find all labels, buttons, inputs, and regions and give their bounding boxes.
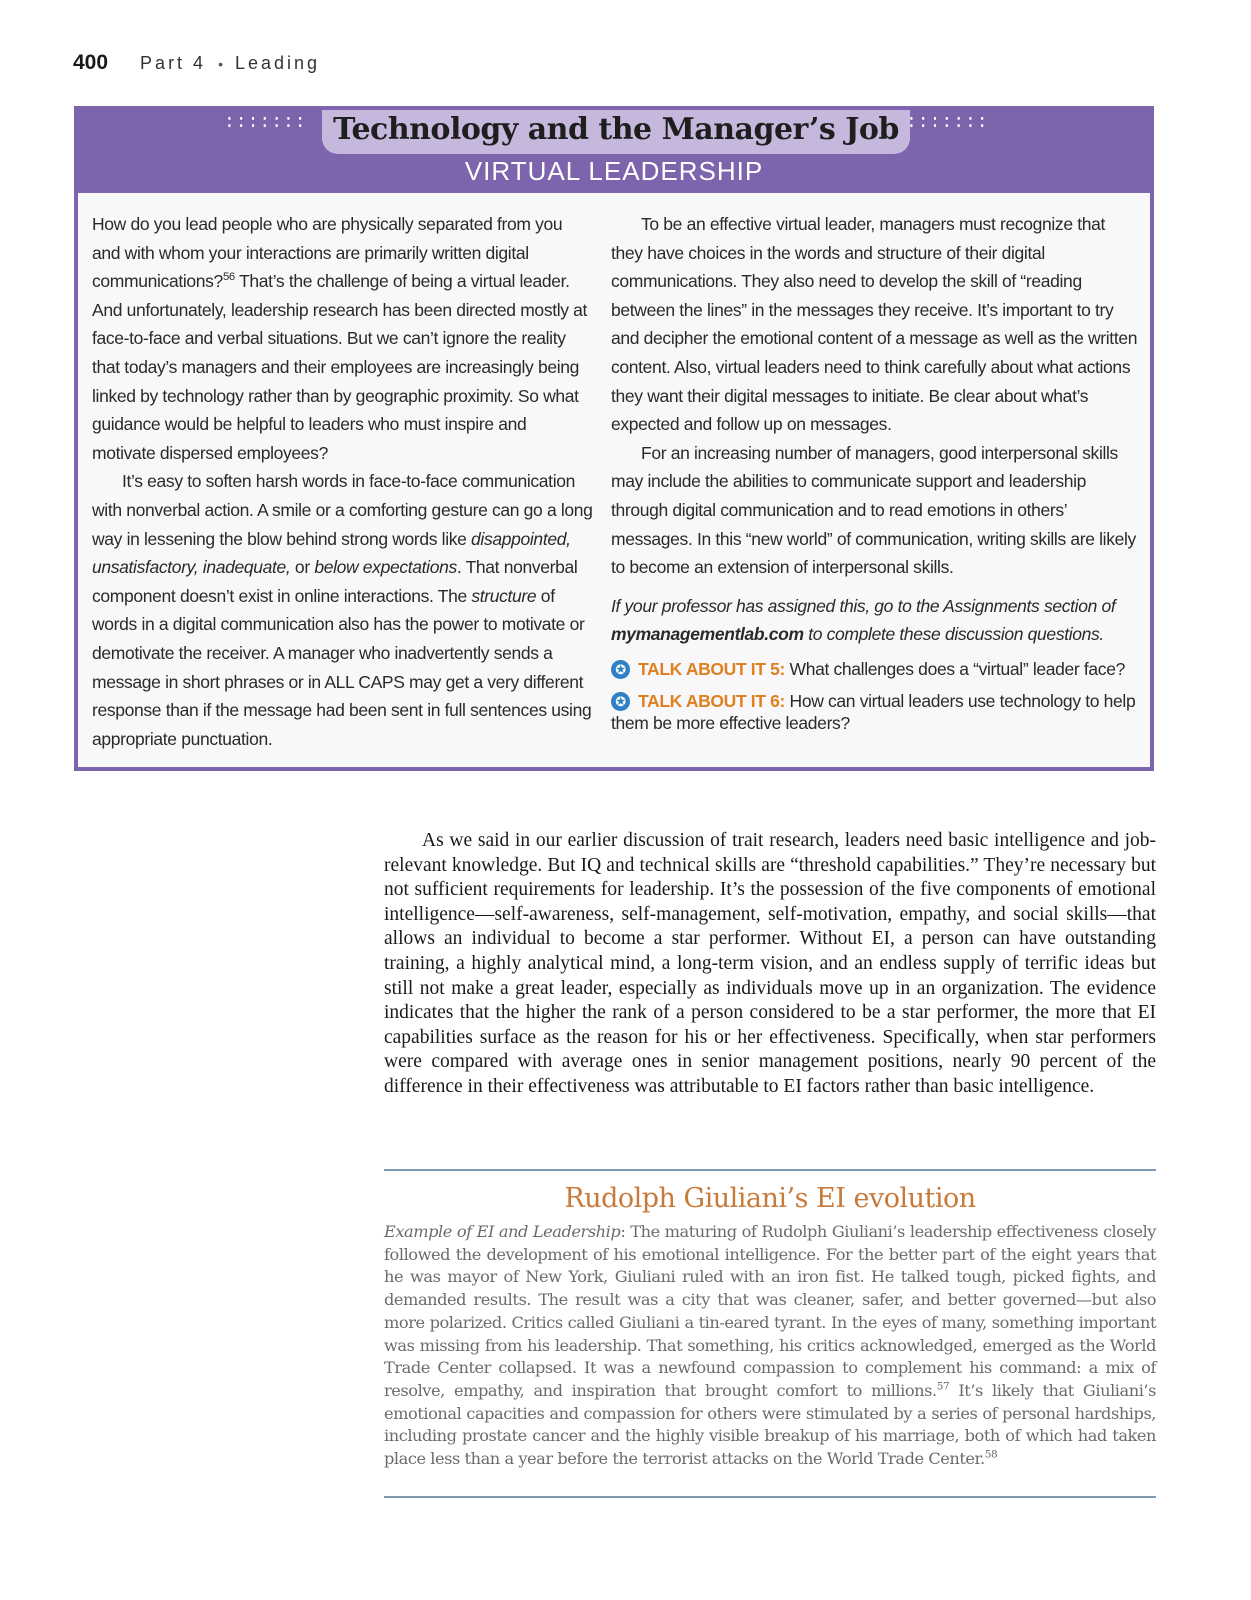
page-number: 400 [73, 51, 109, 74]
example-lead: Example of EI and Leadership [384, 1222, 621, 1241]
feature-left-column [92, 210, 594, 753]
section-label: Leading [234, 53, 321, 73]
feature-paragraph: It’s easy to soften harsh words in face-to-face communication with nonverbal action. A smile or a comforting gesture can go a long way in lessening the blow behind strong words like disappointed, unsatisfactory, inadequate, or below expectations. That nonverbal component doesn’t exist in online interactions. The structure of words in a digital communication also has the power to motivate or demotivate the receiver. A manager who inadvertently sends a message in short phrases or in ALL CAPS may get a very different response than if the message had been sent in full sentences using appropriate punctuation. [92, 471, 593, 749]
example-title: Rudolph Giuliani’s EI evolution [564, 1183, 976, 1214]
example-paragraph: Example of EI and Leadership: The maturing of Rudolph Giuliani’s leadership effectiveness closely followed the development of his emotional intelligence. For the better part of the eight years that he was mayor of New York, Giuliani ruled with an iron fist. He talked tough, picked fights, and demanded results. The result was a city that was cleaner, safer, and better governed—but also more polarized. Critics called Giuliani a tin-eared tyrant. In the eyes of many, something important was missing from his leadership. That something, his critics acknowledged, emerged as the World Trade Center collapsed. It was a newfound compassion to complement his command: a mix of resolve, empathy, and inspiration that brought comfort to millions.$^{57}$ It’s likely that Giuliani’s emotional capacities and compassion for others were stimulated by a series of personal hardships, including prostate cancer and the highly visible breakup of his marriage, both of which had taken place less than a year before the terrorist attacks on the World Trade Center.$^{58}$ [384, 1222, 1156, 1469]
talk-about-it-5: ✪ TALK ABOUT IT 5: What challenges does a “virtual” leader face? [611, 658, 1139, 680]
footnote-ref: 57 [936, 1380, 950, 1393]
feature-header-band [78, 110, 1150, 193]
star-icon: ✪ [611, 660, 630, 679]
running-header [73, 51, 320, 79]
header-separator: • [218, 56, 223, 72]
footnote-ref: 56 [222, 271, 235, 284]
example-bottom-rule [384, 1496, 1156, 1498]
example-top-rule [384, 1169, 1156, 1171]
footnote-ref: 58 [984, 1448, 998, 1461]
feature-right-column [611, 210, 1139, 734]
feature-paragraph: How do you lead people who are physically separated from you and with whom your interactions are primarily written digital communications?$^{56}$ That’s the challenge of being a virtual leader. And unfortunately, leadership research has been directed mostly at face-to-face and verbal situations. But we can’t ignore the reality that today’s managers and their employees are increasingly being linked by technology rather than by geographic proximity. So what guidance would be helpful to leaders who must inspire and motivate dispersed employees? [92, 214, 588, 463]
feature-subtitle: VIRTUAL LEADERSHIP [464, 156, 764, 186]
feature-title: Technology and the Manager’s Job [322, 110, 910, 154]
mymanagementlab-link[interactable]: mymanagementlab.com [611, 623, 804, 644]
assignment-note: If your professor has assigned this, go to the Assignments section of mymanagementlab.com to complete these discussion questions. [611, 595, 1116, 644]
star-icon: ✪ [611, 692, 630, 711]
ornament-right: ::::::: [906, 113, 989, 133]
ornament-left: ::::::: [224, 113, 307, 133]
technology-feature-box [74, 106, 1154, 771]
feature-paragraph: For an increasing number of managers, good interpersonal skills may include the abilities to communicate support and leadership through digital communication and to read emotions in others’ messages. In this “new world” of communication, writing skills are likely to become an extension of interpersonal skills. [611, 442, 1136, 578]
body-paragraph: As we said in our earlier discussion of trait research, leaders need basic intelligence and job-relevant knowledge. But IQ and technical skills are “threshold capabilities.” They’re necessary but not sufficient requirements for leadership. It’s the possession of the five components of emotional intelligence—self-awareness, self-management, self-motivation, empathy, and social skills—that allows an individual to become a star performer. Without EI, a person can have outstanding training, a highly analytical mind, a long-term vision, and an endless supply of terrific ideas but still not make a great leader, especially as individuals move up in an organization. The evidence indicates that the higher the rank of a person considered to be a star performer, the more that EI capabilities surface as the reason for his or her effectiveness. Specifically, when star performers were compared with average ones in senior management positions, nearly 90 percent of the difference in their effectiveness was attributable to EI factors rather than basic intelligence. [384, 830, 1156, 1097]
feature-paragraph: To be an effective virtual leader, managers must recognize that they have choices in the words and structure of their digital communications. They also need to develop the skill of “reading between the lines” in the messages they receive. It’s important to try and decipher the emotional content of a message as well as the written content. Also, virtual leaders need to think carefully about what actions they want their digital messages to initiate. Be clear about what’s expected and follow up on messages. [611, 214, 1138, 435]
talk-about-it-6: ✪ TALK ABOUT IT 6: How can virtual leaders use technology to help them be more effective leaders? [611, 690, 1136, 733]
part-label: Part 4 [140, 53, 207, 73]
